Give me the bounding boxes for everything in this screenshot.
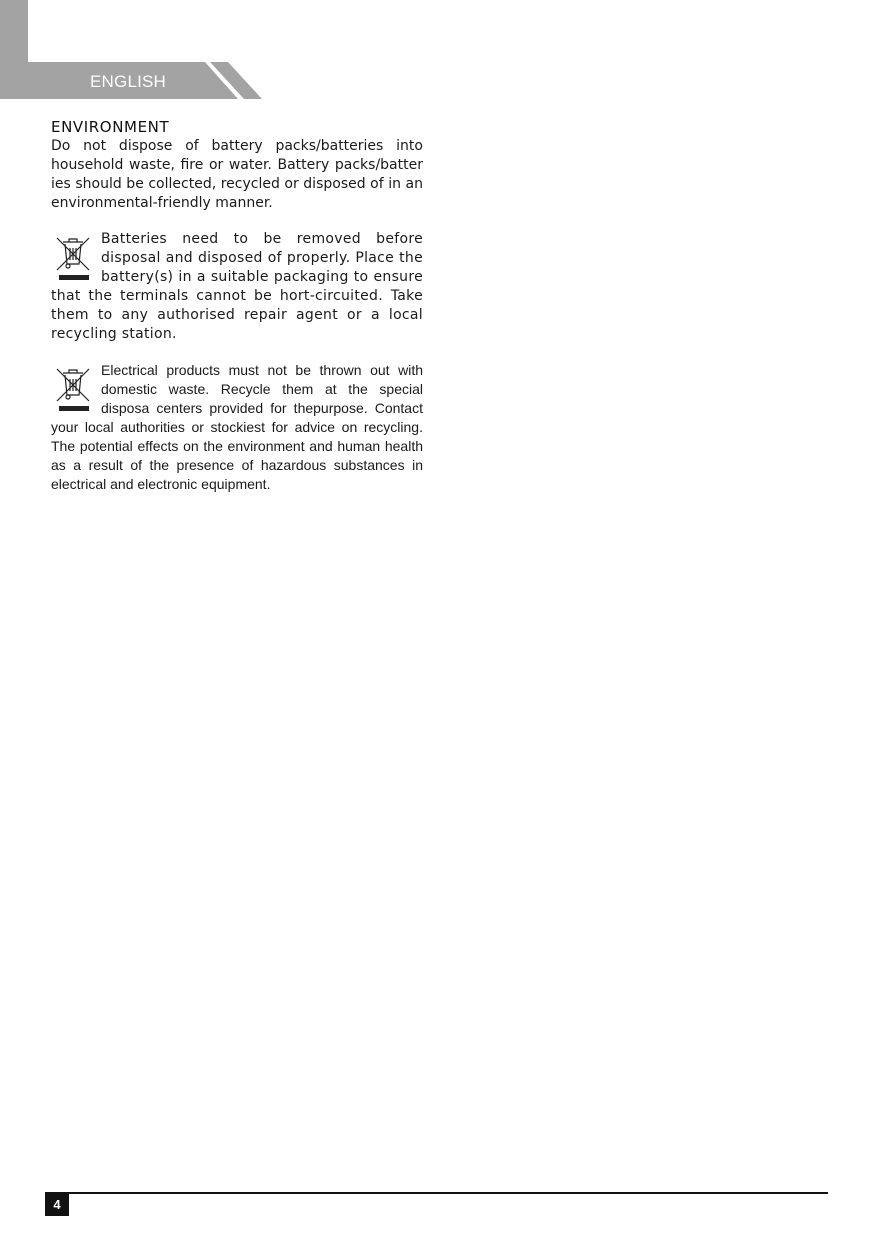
- electrical-disposal-block: Electrical products must not be thrown out with domestic waste. Recycle them at the special disposa centers provided for thepurpose. Contact your local authorities or stockiest for advice on recycling. The potential effects on the environment and human health as a result of the presence of hazardous substances in electrical and electronic equipment.: [51, 362, 423, 492]
- page-number: 4: [45, 1194, 69, 1216]
- intro-paragraph: Do not dispose of battery packs/batteries into household waste, fire or water. Battery packs/batter ies should be collected, recycled or disposed of in an environmental-friendly manner.: [51, 138, 423, 211]
- crossed-out-wheelie-bin-icon: [51, 230, 95, 282]
- crossed-out-wheelie-bin-icon: [51, 361, 95, 413]
- language-label: ENGLISH: [90, 72, 167, 91]
- battery-disposal-block: Batteries need to be removed before disposal and disposed of properly. Place the battery(s) in a suitable packaging to ensure that the terminals cannot be hort-circuited. Take them to any authorised repair agent or a local recycling station.: [51, 231, 423, 342]
- section-heading: ENVIRONMENT: [51, 118, 170, 136]
- footer-rule: [45, 1192, 828, 1194]
